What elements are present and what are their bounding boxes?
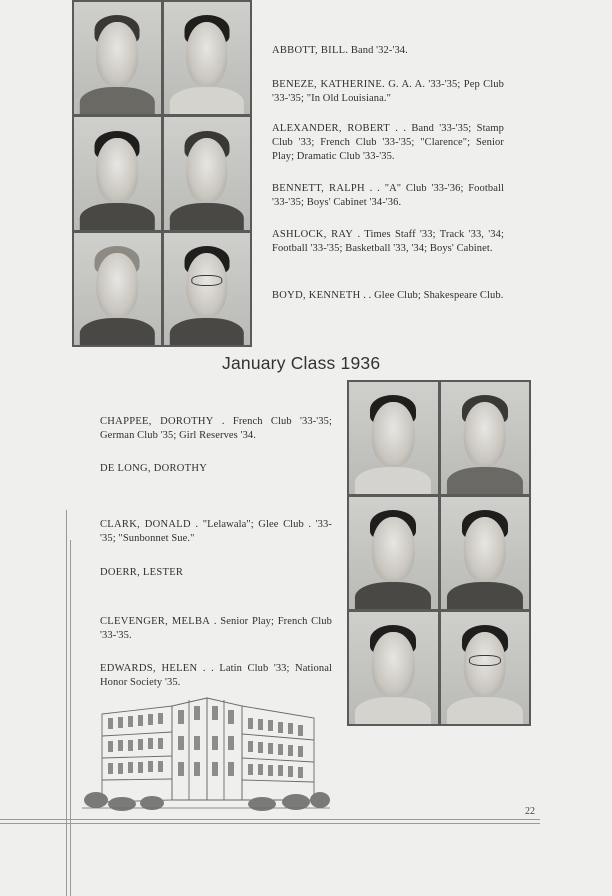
student-entry xyxy=(100,662,332,690)
student-activities: "Lelawala"; Glee Club . '33-'35; "Sunbonnet Sue." xyxy=(100,519,332,544)
student-entry xyxy=(272,122,504,164)
student-activities: Band '33-'35; Stamp Club '33; French Club '33-'35; "Clarence"; Senior Play; Dramatic Club '33-'35. xyxy=(272,123,504,162)
portrait-photo xyxy=(74,117,161,229)
portrait-photo xyxy=(74,233,161,345)
student-name: CLARK, DONALD xyxy=(100,519,191,530)
student-name: ABBOTT, BILL xyxy=(272,45,346,56)
entry-separator: . xyxy=(382,79,385,90)
portrait-photo xyxy=(74,2,161,114)
student-entry xyxy=(100,518,332,546)
portrait-photo xyxy=(441,612,530,724)
photo-panel-lower xyxy=(347,380,531,726)
student-name: DE LONG, DOROTHY xyxy=(100,463,208,474)
entry-separator: . xyxy=(210,616,217,627)
student-entry xyxy=(272,78,504,106)
student-entry xyxy=(100,615,332,643)
student-activities: Latin Club '33; National Honor Society '35. xyxy=(100,663,332,688)
student-name: BENEZE, KATHERINE xyxy=(272,79,383,90)
entry-separator: . . xyxy=(360,290,372,301)
portrait-photo xyxy=(441,497,530,609)
portrait-photo xyxy=(441,382,530,494)
portrait-photo xyxy=(164,233,251,345)
student-name: ASHLOCK, RAY xyxy=(272,229,354,240)
photo-panel-upper xyxy=(72,0,252,347)
student-name: ALEXANDER, ROBERT xyxy=(272,123,390,134)
student-entry xyxy=(272,182,504,210)
entry-separator: . . xyxy=(364,183,380,194)
student-entry xyxy=(100,415,332,443)
entry-separator: . xyxy=(345,45,349,56)
student-activities: "A" Club '33-'36; Football '33-'35; Boys' Cabinet '34-'36. xyxy=(272,183,505,208)
bottom-horizontal-rule-inner xyxy=(0,823,540,824)
portrait-photo xyxy=(349,612,438,724)
school-building-illustration xyxy=(82,696,330,812)
entry-separator: . xyxy=(190,519,199,530)
student-name: EDWARDS, HELEN xyxy=(100,663,198,674)
student-activities: Band '32-'34. xyxy=(350,45,408,56)
page-number: 22 xyxy=(525,806,535,817)
student-name: DOERR, LESTER xyxy=(100,567,184,578)
student-entry xyxy=(100,566,332,580)
student-activities: Senior Play; French Club '33-'35. xyxy=(100,616,332,641)
student-entry xyxy=(272,228,504,256)
student-entry xyxy=(100,462,332,476)
entry-separator: . xyxy=(353,229,361,240)
student-name: BENNETT, RALPH xyxy=(272,183,365,194)
portrait-photo xyxy=(164,117,251,229)
entry-separator: . . xyxy=(197,663,214,674)
portrait-photo xyxy=(349,382,438,494)
student-activities: G. A. A. '33-'35; Pep Club '33-'35; "In Old Louisiana." xyxy=(272,79,504,104)
student-name: BOYD, KENNETH xyxy=(272,290,361,301)
portrait-photo xyxy=(164,2,251,114)
student-name: CLEVENGER, MELBA xyxy=(100,616,211,627)
entry-separator: . xyxy=(213,416,225,427)
left-vertical-rule xyxy=(66,510,67,896)
class-heading: January Class 1936 xyxy=(222,353,381,373)
entry-separator: . . xyxy=(389,123,407,134)
student-entry xyxy=(272,44,504,58)
student-name: CHAPPEE, DOROTHY xyxy=(100,416,214,427)
portrait-photo xyxy=(349,497,438,609)
student-activities: Glee Club; Shakespeare Club. xyxy=(374,290,504,301)
left-vertical-rule-inner xyxy=(70,540,71,896)
student-entry xyxy=(272,289,504,303)
student-activities: Times Staff '33; Track '33, '34; Football '33-'35; Basketball '33, '34; Boys' Cabinet. xyxy=(272,229,504,254)
bottom-horizontal-rule xyxy=(0,819,540,820)
student-activities: French Club '33-'35; German Club '35; Girl Reserves '34. xyxy=(100,416,333,441)
